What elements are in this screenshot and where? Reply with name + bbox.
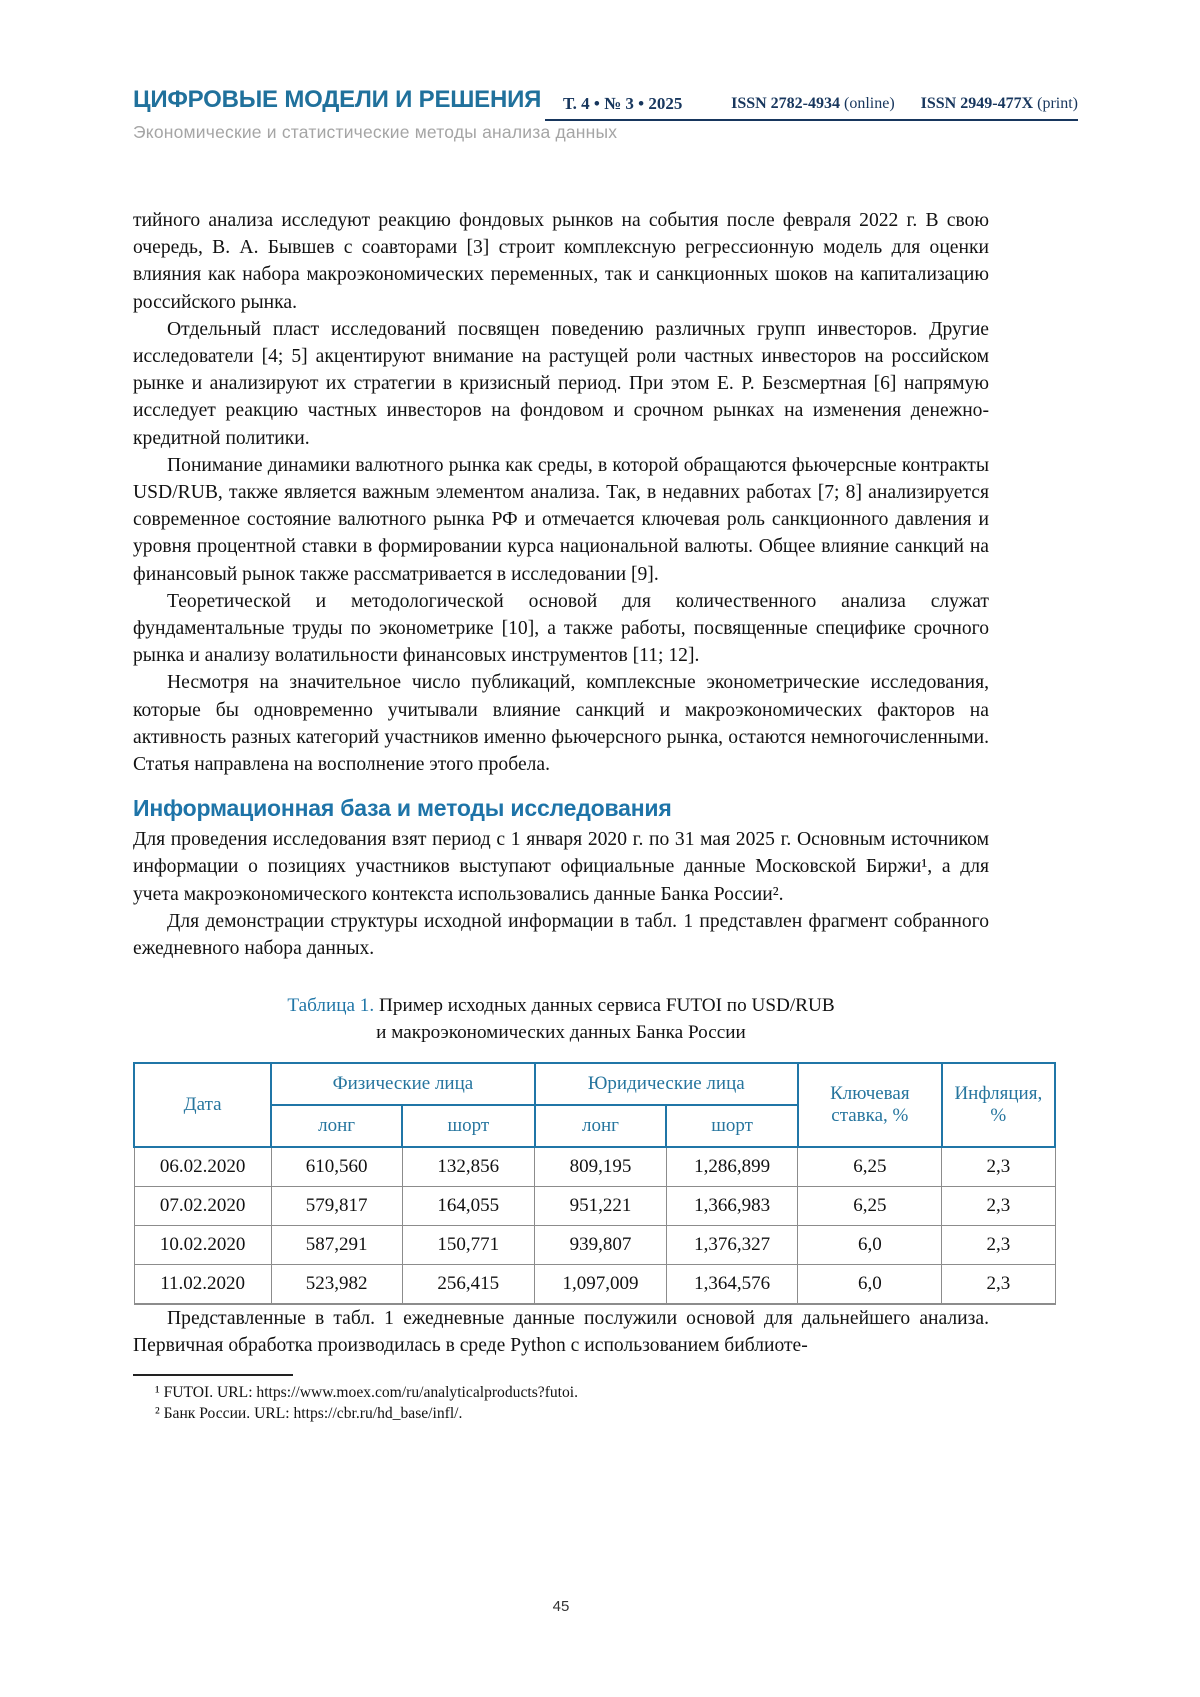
issn-block bbox=[731, 95, 1078, 113]
footnote-separator-rule bbox=[133, 1374, 293, 1376]
paragraph: Представленные в табл. 1 ежедневные данные послужили основой для дальнейшего анализа. Первичная обработка производилась в среде Python с использованием библиоте- bbox=[133, 1308, 989, 1357]
cell-key-rate: 6,0 bbox=[798, 1226, 942, 1265]
paragraph: Для демонстрации структуры исходной информации в табл. 1 представлен фрагмент собранного ежедневного набора данных. bbox=[133, 910, 989, 960]
cell-key-rate: 6,0 bbox=[798, 1265, 942, 1305]
col-header-key-rate: Ключевая ставка, % bbox=[798, 1063, 942, 1147]
col-subheader-short: шорт bbox=[666, 1105, 798, 1147]
footnote: ¹ FUTOI. URL: https://www.moex.com/ru/analyticalproducts?futoi. bbox=[155, 1383, 579, 1401]
cell-ind-short: 150,771 bbox=[402, 1226, 535, 1265]
table-caption-line2: и макроэкономических данных Банка России bbox=[376, 1022, 746, 1044]
col-subheader-short: шорт bbox=[402, 1105, 535, 1147]
table-row bbox=[134, 1147, 1055, 1187]
cell-ind-long: 587,291 bbox=[271, 1226, 402, 1265]
cell-key-rate: 6,25 bbox=[798, 1187, 942, 1226]
paragraph: Для проведения исследования взят период с 1 января 2020 г. по 31 мая 2025 г. Основным источником информации о позициях участников выступают официальные данные Московской Биржи¹, а для учета макроэкономического контекста использовались данные Банка России². bbox=[133, 829, 989, 905]
cell-ind-long: 579,817 bbox=[271, 1187, 402, 1226]
cell-leg-short: 1,286,899 bbox=[666, 1147, 798, 1187]
col-header-inflation: Инфляция, % bbox=[942, 1063, 1055, 1147]
table-row bbox=[134, 1265, 1055, 1305]
cell-inflation: 2,3 bbox=[942, 1265, 1055, 1305]
table-caption-line1: Пример исходных данных сервиса FUTOI по USD/RUB bbox=[374, 995, 835, 1017]
cell-date: 11.02.2020 bbox=[134, 1265, 271, 1305]
cell-leg-short: 1,366,983 bbox=[666, 1187, 798, 1226]
data-table bbox=[133, 1062, 1056, 1305]
cell-key-rate: 6,25 bbox=[798, 1147, 942, 1187]
col-header-legal-entities: Юридические лица bbox=[535, 1063, 798, 1105]
table-caption-label: Таблица 1. bbox=[287, 995, 375, 1017]
paragraph: Несмотря на значительное число публикаций, комплексные эконометрические исследования, которые бы одновременно учитывали влияние санкций и макроэкономических факторов на активность разных категорий участников именно фьючерсного рынка, остаются немногочисленными. Статья направлена на восполнение этого пробела. bbox=[133, 672, 989, 776]
cell-date: 06.02.2020 bbox=[134, 1147, 271, 1187]
page-number: 45 bbox=[552, 1598, 570, 1615]
cell-ind-long: 610,560 bbox=[271, 1147, 402, 1187]
cell-ind-short: 132,856 bbox=[402, 1147, 535, 1187]
cell-leg-long: 1,097,009 bbox=[535, 1265, 667, 1305]
cell-ind-long: 523,982 bbox=[271, 1265, 402, 1305]
cell-leg-long: 939,807 bbox=[535, 1226, 667, 1265]
table-caption bbox=[133, 992, 989, 1046]
issn-online: ISSN 2782-4934 bbox=[731, 95, 840, 112]
table-row bbox=[134, 1187, 1055, 1226]
cell-date: 07.02.2020 bbox=[134, 1187, 271, 1226]
journal-section-subtitle: Экономические и статистические методы анализа данных bbox=[133, 122, 618, 142]
cell-leg-long: 809,195 bbox=[535, 1147, 667, 1187]
footnote: ² Банк России. URL: https://cbr.ru/hd_base/infl/. bbox=[155, 1405, 463, 1423]
cell-inflation: 2,3 bbox=[942, 1187, 1055, 1226]
journal-title: ЦИФРОВЫЕ МОДЕЛИ И РЕШЕНИЯ bbox=[133, 86, 542, 113]
cell-leg-short: 1,364,576 bbox=[666, 1265, 798, 1305]
paragraph: Понимание динамики валютного рынка как среды, в которой обращаются фьючерсные контракты USD/RUB, также является важным элементом анализа. Так, в недавних работах [7; 8] анализируется современное состояние валютного рынка РФ и отмечается ключевая роль санкционного давления и уровня процентной ставки в формировании курса национальной валюты. Общее влияние санкций на финансовый рынок также рассматривается в исследовании [9]. bbox=[133, 454, 989, 585]
cell-leg-long: 951,221 bbox=[535, 1187, 667, 1226]
cell-leg-short: 1,376,327 bbox=[666, 1226, 798, 1265]
col-subheader-long: лонг bbox=[271, 1105, 402, 1147]
col-header-date: Дата bbox=[134, 1063, 271, 1147]
issn-print: ISSN 2949-477X bbox=[920, 95, 1034, 112]
paragraph: Отдельный пласт исследований посвящен поведению различных групп инвесторов. Другие исследователи [4; 5] акцентируют внимание на растущей роли частных инвесторов на российском рынке и анализируют их стратегии в кризисный период. При этом Е. Р. Безсмертная [6] напрямую исследует реакцию частных инвесторов на фондовом и срочном рынках на изменения денежно-кредитной политики. bbox=[133, 318, 989, 449]
section-heading: Информационная база и методы исследования bbox=[133, 795, 672, 822]
col-header-individuals: Физические лица bbox=[271, 1063, 534, 1105]
table-row bbox=[134, 1226, 1055, 1265]
cell-inflation: 2,3 bbox=[942, 1147, 1055, 1187]
main-text-column bbox=[133, 207, 1043, 1425]
cell-inflation: 2,3 bbox=[942, 1226, 1055, 1265]
col-subheader-long: лонг bbox=[535, 1105, 667, 1147]
cell-ind-short: 256,415 bbox=[402, 1265, 535, 1305]
paragraph: Теоретической и методологической основой для количественного анализа служат фундаментальные труды по эконометрике [10], а также работы, посвященные специфике срочного рынка и анализу волатильности финансовых инструментов [11; 12]. bbox=[133, 590, 989, 667]
issn-online-suffix: (online) bbox=[840, 95, 895, 112]
volume-issue-year: Т. 4 • № 3 • 2025 bbox=[563, 94, 683, 113]
issn-print-suffix: (print) bbox=[1033, 95, 1078, 112]
paragraph: тийного анализа исследуют реакцию фондовых рынков на события после февраля 2022 г. В свою очередь, В. А. Бывшев с соавторами [3] строит комплексную регрессионную модель для оценки влияния как набора макроэкономических переменных, так и санкционных шоков на капитализацию российского рынка. bbox=[133, 210, 989, 313]
header-rule bbox=[545, 119, 1078, 121]
cell-ind-short: 164,055 bbox=[402, 1187, 535, 1226]
cell-date: 10.02.2020 bbox=[134, 1226, 271, 1265]
